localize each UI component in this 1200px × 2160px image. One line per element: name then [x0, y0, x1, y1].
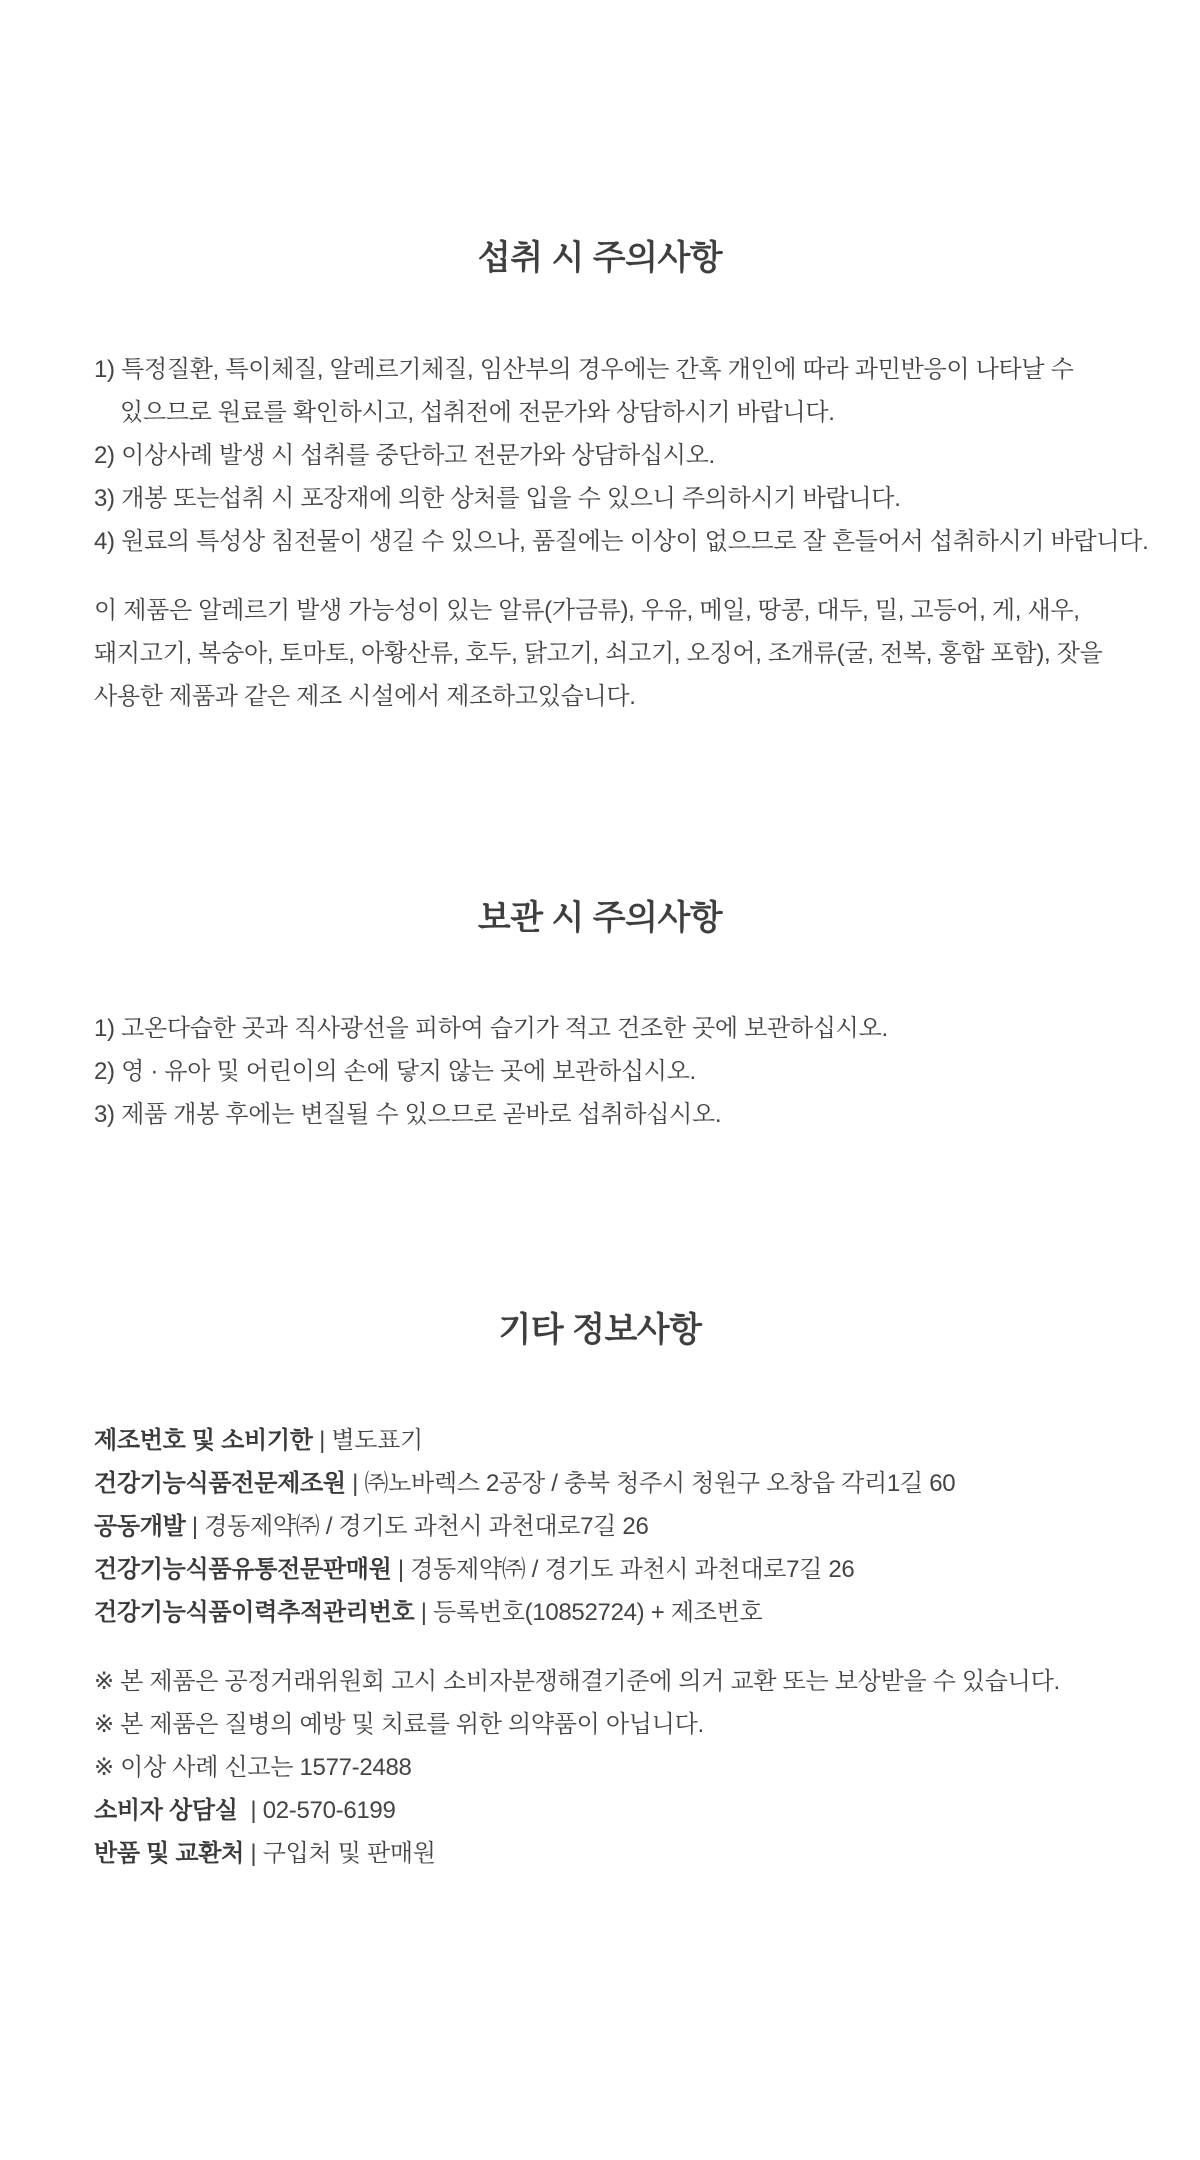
allergy-line-3: 사용한 제품과 같은 제조 시설에서 제조하고있습니다.: [94, 683, 636, 710]
info-row: [94, 1591, 1154, 1634]
note-line: ※ 본 제품은 공정거래위원회 고시 소비자분쟁해결기준에 의거 교환 또는 보상받을 수 있습니다.: [94, 1668, 1060, 1695]
info-label: 건강기능식품유통전문판매원: [94, 1556, 392, 1583]
info-label: 제조번호 및 소비기한: [94, 1427, 313, 1454]
info-value: | 경동제약㈜ / 경기도 과천시 과천대로7길 26: [391, 1556, 855, 1583]
storage-title: 보관 시 주의사항: [477, 899, 723, 937]
contact-value: | 02-570-6199: [237, 1797, 396, 1824]
note-line: ※ 이상 사례 신고는 1577-2488: [94, 1754, 412, 1781]
info-value: | 등록번호(10852724) + 제조번호: [414, 1599, 763, 1626]
spacer: [94, 1634, 1154, 1660]
spacer: [94, 563, 1154, 589]
info-label: 공동개발: [94, 1513, 186, 1540]
other-title: 기타 정보사항: [498, 1311, 702, 1349]
storage-content: [94, 1007, 1154, 1136]
contact-row: [94, 1789, 1154, 1832]
intake-item-4: 4) 원료의 특성상 침전물이 생길 수 있으나, 품질에는 이상이 없으므로 잘 흔들어서 섭취하시기 바랍니다.: [94, 528, 1149, 555]
contact-label: 소비자 상담실: [94, 1797, 238, 1824]
allergy-line-2: 돼지고기, 복숭아, 토마토, 아황산류, 호두, 닭고기, 쇠고기, 오징어, 조개류(굴, 전복, 홍합 포함), 잣을: [94, 640, 1103, 667]
info-value: | 경동제약㈜ / 경기도 과천시 과천대로7길 26: [185, 1513, 649, 1540]
storage-item-3: 3) 제품 개봉 후에는 변질될 수 있으므로 곧바로 섭취하십시오.: [94, 1101, 722, 1128]
intake-item-1-cont: 있으므로 원료를 확인하시고, 섭취전에 전문가와 상담하시기 바랍니다.: [120, 399, 835, 426]
info-value: | 별도표기: [312, 1427, 423, 1454]
contact-label: 반품 및 교환처: [94, 1840, 245, 1867]
intake-section: [0, 236, 1200, 280]
other-section: [0, 1308, 1200, 1352]
info-value: | ㈜노바렉스 2공장 / 충북 청주시 청원구 오창읍 각리1길 60: [345, 1470, 956, 1497]
other-content: [94, 1419, 1154, 1875]
storage-section: [0, 896, 1200, 940]
info-label: 건강기능식품전문제조원: [94, 1470, 346, 1497]
contact-value: | 구입처 및 판매원: [244, 1840, 436, 1867]
info-row: [94, 1505, 1154, 1548]
intake-title: 섭취 시 주의사항: [477, 239, 723, 277]
storage-item-1: 1) 고온다습한 곳과 직사광선을 피하여 습기가 적고 건조한 곳에 보관하십시오.: [94, 1015, 888, 1042]
info-row: [94, 1462, 1154, 1505]
intake-item-1: 1) 특정질환, 특이체질, 알레르기체질, 임산부의 경우에는 간혹 개인에 따라 과민반응이 나타날 수: [94, 356, 1074, 383]
intake-item-3: 3) 개봉 또는섭취 시 포장재에 의한 상처를 입을 수 있으니 주의하시기 바랍니다.: [94, 485, 901, 512]
storage-item-2: 2) 영 · 유아 및 어린이의 손에 닿지 않는 곳에 보관하십시오.: [94, 1058, 696, 1085]
note-line: ※ 본 제품은 질병의 예방 및 치료를 위한 의약품이 아닙니다.: [94, 1711, 704, 1738]
info-row: [94, 1419, 1154, 1462]
contact-row: [94, 1832, 1154, 1875]
allergy-line-1: 이 제품은 알레르기 발생 가능성이 있는 알류(가금류), 우유, 메일, 땅콩, 대두, 밀, 고등어, 게, 새우,: [94, 597, 1080, 624]
intake-item-2: 2) 이상사례 발생 시 섭취를 중단하고 전문가와 상담하십시오.: [94, 442, 715, 469]
info-label: 건강기능식품이력추적관리번호: [94, 1599, 415, 1626]
intake-content: [94, 348, 1154, 718]
info-row: [94, 1548, 1154, 1591]
